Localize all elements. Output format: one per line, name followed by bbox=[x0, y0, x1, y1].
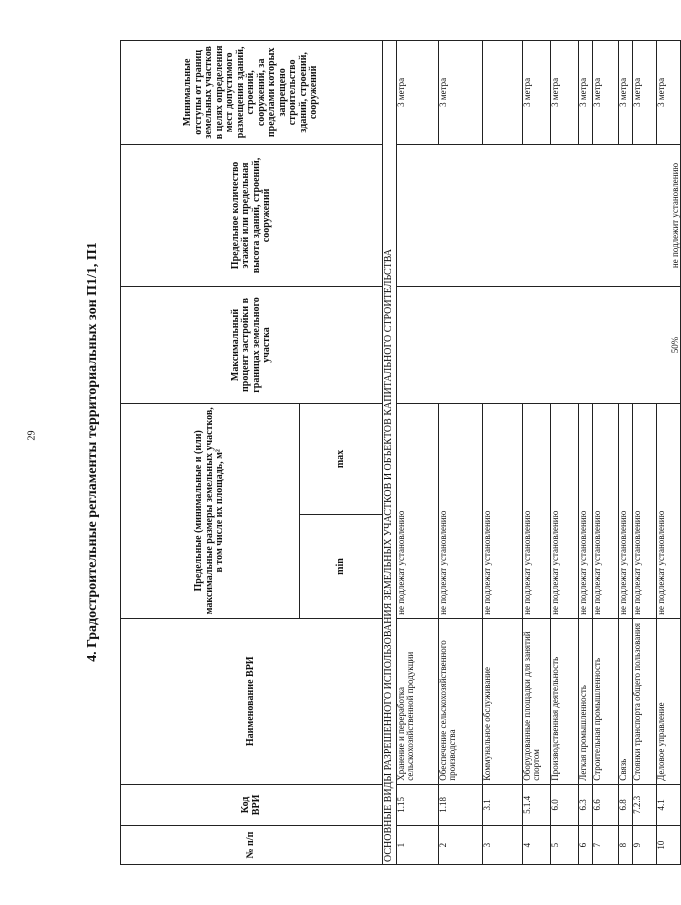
row-area: не подлежат установлению bbox=[439, 403, 483, 618]
row-num: 10 bbox=[657, 826, 681, 865]
row-name: Строительная промышленность bbox=[593, 618, 619, 784]
row-name: Обеспечение сельскохозяйственного производства bbox=[439, 618, 483, 784]
row-setback bbox=[483, 41, 523, 145]
row-area: не подлежат установлению bbox=[619, 403, 633, 618]
row-setback: 3 метра bbox=[633, 41, 657, 145]
row-area: не подлежат установлению bbox=[551, 403, 579, 618]
header-min-setback: Минимальные отступы от границ земельных участков в целях определения мест допустимого размещения зданий, строений, сооружений, за пределами которых запрещено строительство зданий, строений, сооружений bbox=[121, 41, 383, 145]
row-setback: 3 метра bbox=[657, 41, 681, 145]
row-num: 7 bbox=[593, 826, 619, 865]
row-name: Оборудованные площадки для занятий спортом bbox=[523, 618, 551, 784]
row-setback: 3 метра bbox=[551, 41, 579, 145]
merged-build-percent: 50% bbox=[397, 287, 681, 404]
header-name: Наименование ВРИ bbox=[121, 618, 383, 784]
row-setback: 3 метра bbox=[523, 41, 551, 145]
row-name: Производственная деятельность bbox=[551, 618, 579, 784]
header-max-build: Максимальный процент застройки в границах земельного участка bbox=[121, 287, 383, 404]
header-area-max: max bbox=[300, 403, 383, 514]
row-setback: 3 метра bbox=[397, 41, 439, 145]
row-setback: 3 метра bbox=[593, 41, 619, 145]
row-name: Деловое управление bbox=[657, 618, 681, 784]
regulations-table-container bbox=[120, 40, 680, 865]
row-num: 2 bbox=[439, 826, 483, 865]
row-code: 6.0 bbox=[551, 784, 579, 825]
page-heading: 4. Градостроительные регламенты территориальных зон П1/1, П1 bbox=[85, 242, 100, 662]
row-code: 5.1.4 bbox=[523, 784, 551, 825]
row-name: Легкая промышленность bbox=[579, 618, 593, 784]
row-code: 6.6 bbox=[593, 784, 619, 825]
row-setback: 3 метра bbox=[579, 41, 593, 145]
section-title: ОСНОВНЫЕ ВИДЫ РАЗРЕШЕННОГО ИСПОЛЬЗОВАНИЯ ЗЕМЕЛЬНЫХ УЧАСТКОВ И ОБЪЕКТОВ КАПИТАЛЬНОГО СТРОИТЕЛЬСТВА bbox=[383, 41, 397, 865]
row-num: 9 bbox=[633, 826, 657, 865]
row-area: не подлежат установлению bbox=[579, 403, 593, 618]
header-area-min: min bbox=[300, 515, 383, 619]
row-num: 3 bbox=[483, 826, 523, 865]
row-setback: 3 метра bbox=[439, 41, 483, 145]
row-area: не подлежат установлению bbox=[483, 403, 523, 618]
header-max-floors: Предельное количество этажей или предельная высота зданий, строений, сооружений bbox=[121, 144, 383, 287]
header-area: Предельные (минимальные и (или) максимальные размеры земельных участков, в том числе их площадь, м² bbox=[121, 403, 300, 618]
row-name: Связь bbox=[619, 618, 633, 784]
row-name: Коммунальное обслуживание bbox=[483, 618, 523, 784]
row-num: 6 bbox=[579, 826, 593, 865]
row-area: не подлежат установлению bbox=[397, 403, 439, 618]
row-num: 1 bbox=[397, 826, 439, 865]
row-num: 4 bbox=[523, 826, 551, 865]
row-code: 6.3 bbox=[579, 784, 593, 825]
header-num: № п/п bbox=[121, 826, 383, 865]
row-code: 3.1 bbox=[483, 784, 523, 825]
row-num: 5 bbox=[551, 826, 579, 865]
row-code: 4.1 bbox=[657, 784, 681, 825]
row-num: 8 bbox=[619, 826, 633, 865]
page-number: 29 bbox=[26, 430, 38, 441]
row-setback: 3 метра bbox=[619, 41, 633, 145]
row-code: 6.8 bbox=[619, 784, 633, 825]
row-area: не подлежат установлению bbox=[593, 403, 619, 618]
row-code: 7.2.3 bbox=[633, 784, 657, 825]
regulations-table bbox=[120, 40, 681, 865]
row-name: Хранение и переработка сельскохозяйственной продукции bbox=[397, 618, 439, 784]
row-area: не подлежат установлению bbox=[523, 403, 551, 618]
header-code: Код ВРИ bbox=[121, 784, 383, 825]
row-area: не подлежат установлению bbox=[633, 403, 657, 618]
row-code: 1.18 bbox=[439, 784, 483, 825]
row-area: не подлежат установлению bbox=[657, 403, 681, 618]
row-code: 1.15 bbox=[397, 784, 439, 825]
merged-floors: не подлежит установлению bbox=[397, 144, 681, 287]
row-name: Стоянки транспорта общего пользования bbox=[633, 618, 657, 784]
